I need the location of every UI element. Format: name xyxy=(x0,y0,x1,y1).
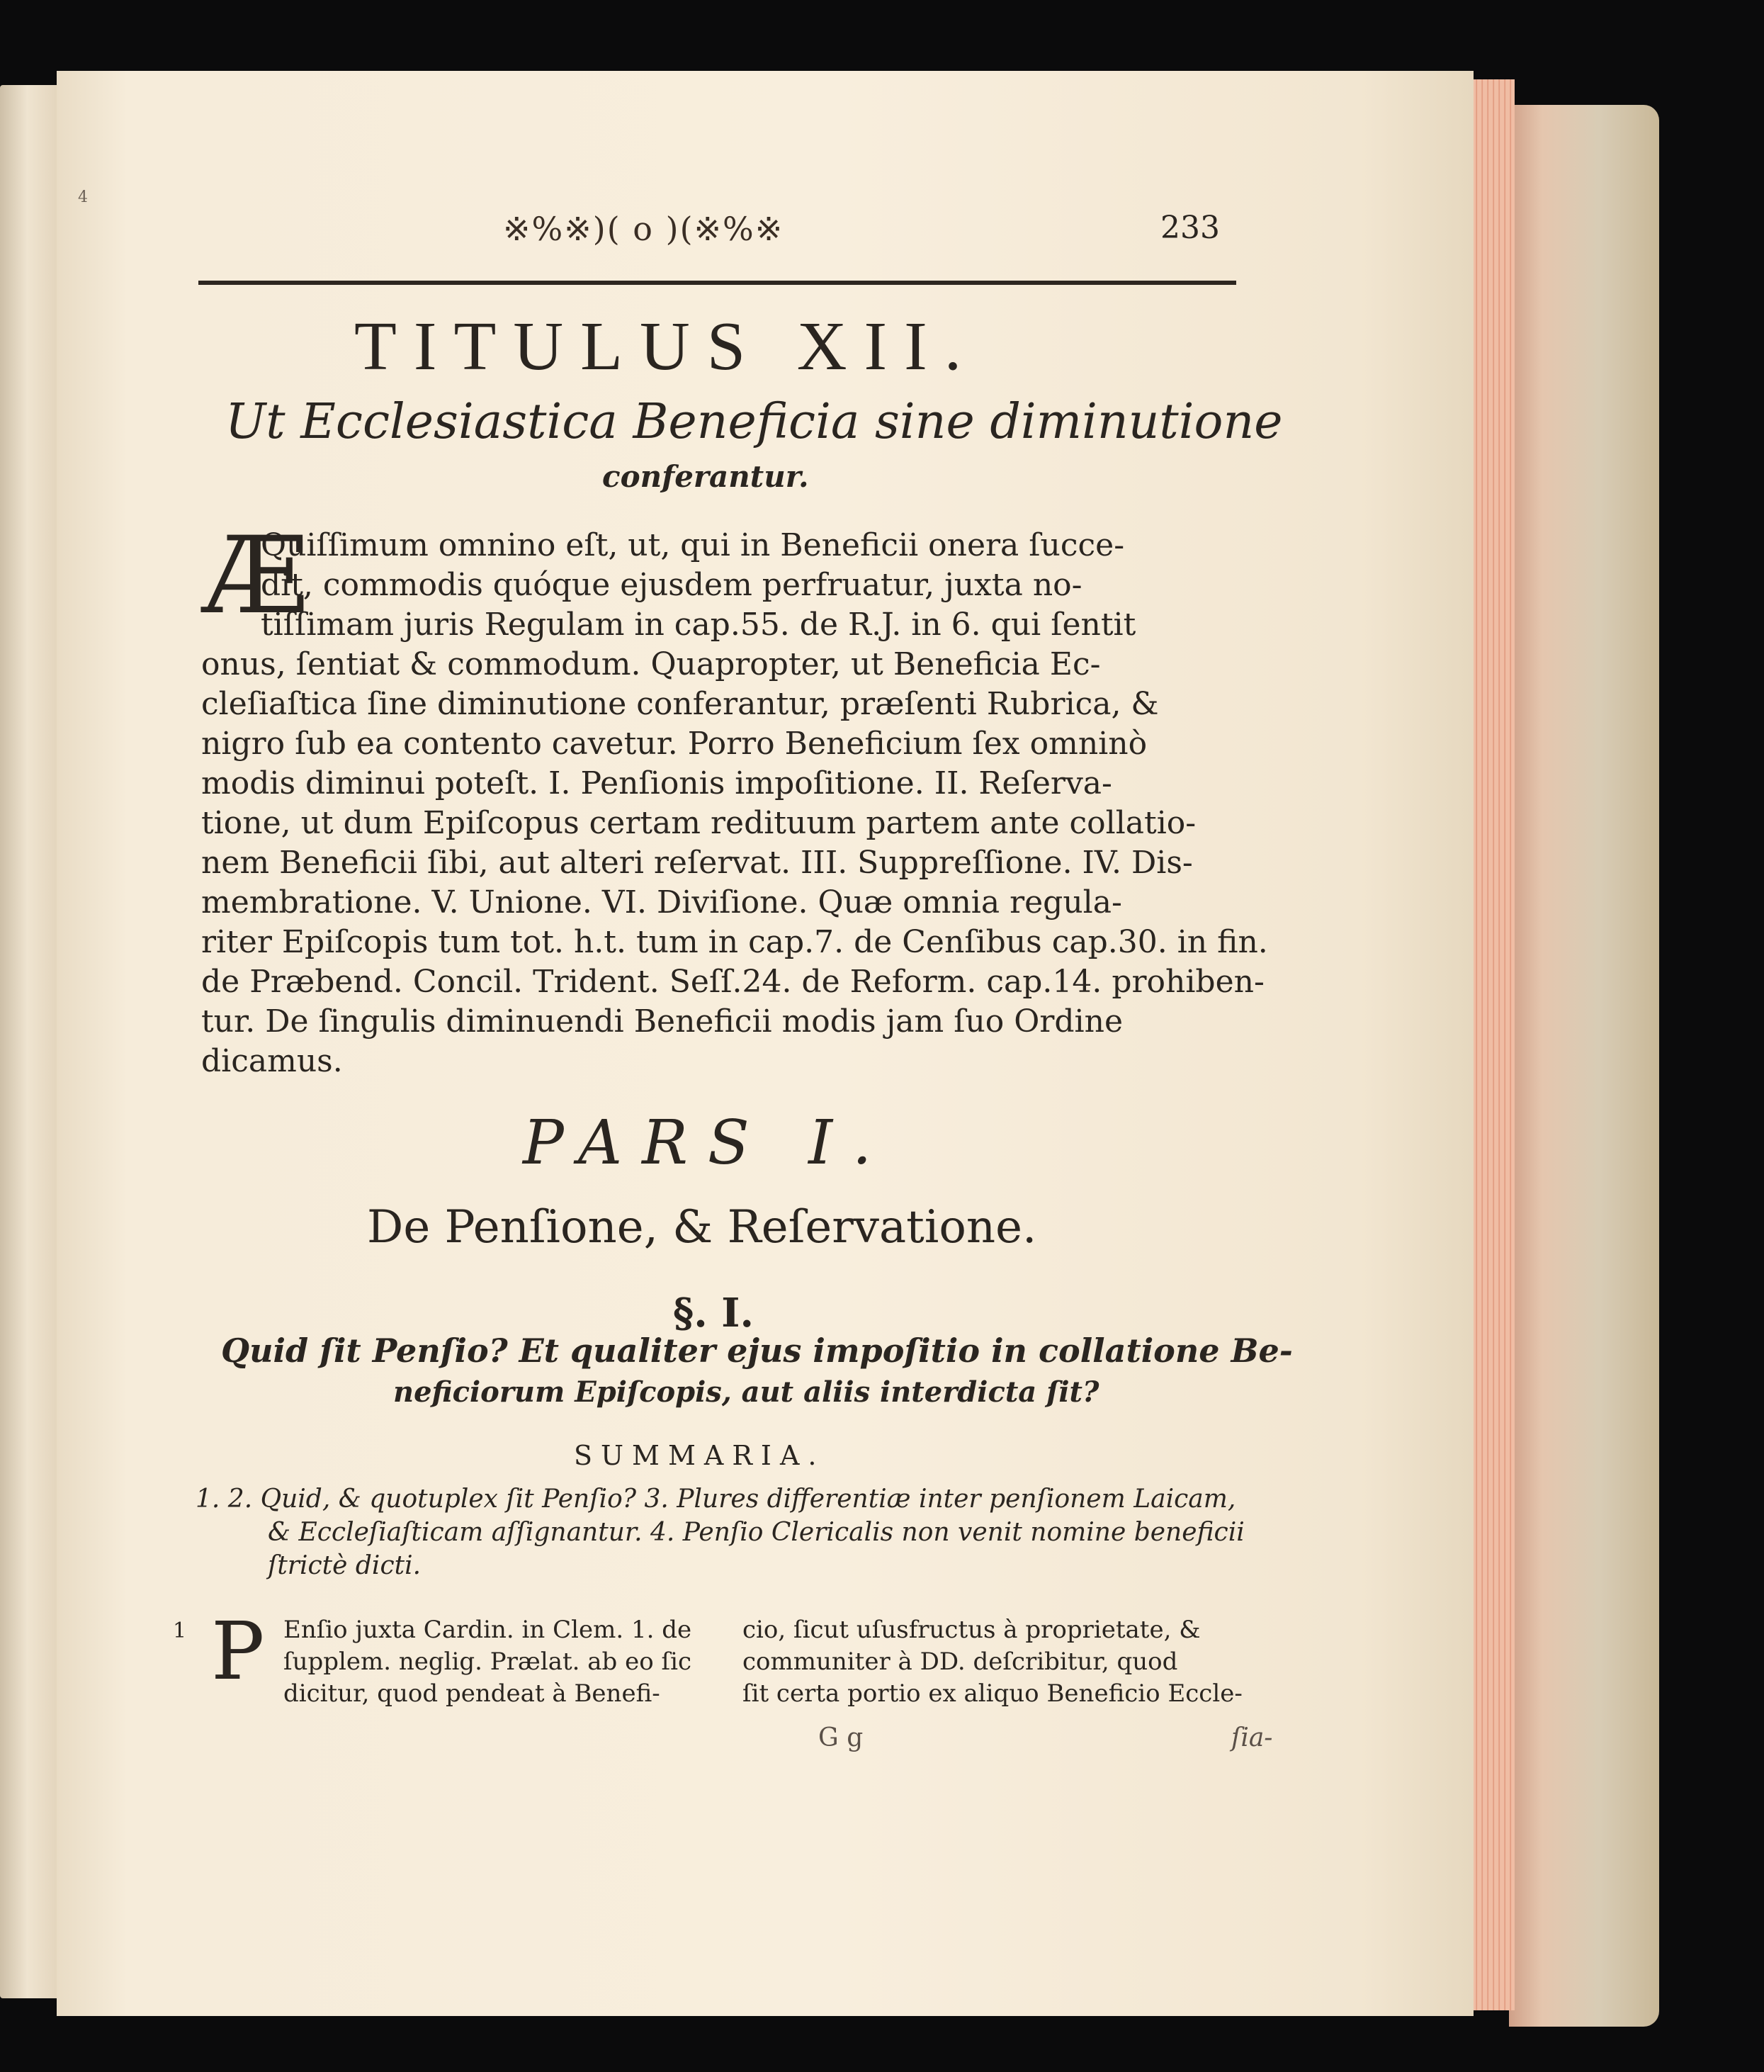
chapter-title: TITULUS XII. xyxy=(354,308,979,385)
body-line: de Præbend. Concil. Trident. Seſſ.24. de Reform. cap.14. prohiben- xyxy=(201,964,1265,1000)
cover-board xyxy=(1509,105,1659,2027)
right-column-line: communiter à DD. deſcribitur, quod xyxy=(742,1648,1178,1676)
body-line: tione, ut dum Epiſcopus certam redituum partem ante collatio- xyxy=(201,805,1197,841)
body-line: nem Beneficii ſibi, aut alteri reſervat. III. Suppreſſione. IV. Dis- xyxy=(201,845,1193,881)
paragraph-number: 1 xyxy=(173,1618,187,1643)
body-line: riter Epiſcopis tum tot. h.t. tum in cap.7. de Cenſibus cap.30. in fin. xyxy=(201,924,1268,960)
body-line: membratione. V. Unione. VI. Diviſione. Quæ omnia regula- xyxy=(201,884,1122,920)
body-line: cleſiaſtica ſine diminutione conferantur, præſenti Rubrica, & xyxy=(201,686,1159,722)
body-line: modis diminui poteſt. I. Penſionis impoſitione. II. Reſerva- xyxy=(201,765,1112,801)
body-line: dicamus. xyxy=(201,1043,343,1079)
signature-mark: G g xyxy=(818,1723,864,1752)
right-column-line: ſit certa portio ex aliquo Beneficio Eccle- xyxy=(742,1679,1243,1708)
body-line: onus, ſentiat & commodum. Quapropter, ut Beneficia Ec- xyxy=(201,646,1101,682)
left-column-line: ſupplem. neglig. Prælat. ab eo ſic xyxy=(283,1648,692,1676)
header-rule xyxy=(198,281,1236,285)
body-line: tiſſimam juris Regulam in cap.55. de R.J. in 6. qui ſentit xyxy=(261,607,1136,643)
drop-initial-ae: Æ xyxy=(203,514,310,638)
section-question-line2: neficiorum Epiſcopis, aut aliis interdicta ſit? xyxy=(393,1375,1099,1409)
left-page-edge xyxy=(0,85,61,1998)
summaria-line: & Eccleſiaſticam aſſignantur. 4. Penſio Clericalis non venit nomine beneficii xyxy=(268,1518,1245,1547)
chapter-subtitle-line1: Ut Ecclesiastica Beneficia sine diminutione xyxy=(225,394,1283,450)
section-question-line1: Quid ſit Penſio? Et qualiter ejus impoſitio in collatione Be- xyxy=(221,1331,1293,1370)
left-column-line: Enſio juxta Cardin. in Clem. 1. de xyxy=(283,1616,692,1644)
chapter-subtitle-line2: conferantur. xyxy=(602,459,809,494)
body-line: dit, commodis quóque ejusdem perfruatur, juxta no- xyxy=(261,567,1082,603)
left-column-line: dicitur, quod pendeat à Benefi- xyxy=(283,1679,660,1708)
body-line: Quiſſimum omnino eſt, ut, qui in Beneficii onera ſucce- xyxy=(261,527,1125,563)
right-column-line: cio, ſicut uſusfructus à proprietate, & xyxy=(742,1616,1201,1644)
part-subtitle: De Penſione, & Reſervatione. xyxy=(367,1201,1037,1254)
summaria-line: 1. 2. Quid, & quotuplex ſit Penſio? 3. Plures differentiæ inter penſionem Laicam, xyxy=(196,1485,1236,1514)
drop-initial-p: P xyxy=(211,1606,265,1698)
running-head-ornament: ※%※)( o )(※%※ xyxy=(503,210,784,248)
page-number: 233 xyxy=(1160,210,1220,246)
margin-mark: 4 xyxy=(78,188,88,206)
section-mark: §. I. xyxy=(673,1290,754,1336)
summaria-heading: SUMMARIA. xyxy=(574,1440,825,1471)
body-line: tur. De ſingulis diminuendi Beneficii modis jam ſuo Ordine xyxy=(201,1003,1124,1040)
body-line: nigro ſub ea contento cavetur. Porro Beneficium ſex omninò xyxy=(201,726,1148,762)
catchword: ſia- xyxy=(1231,1723,1273,1752)
summaria-line: ſtrictè dicti. xyxy=(268,1551,422,1580)
part-title: PARS I. xyxy=(523,1108,892,1178)
